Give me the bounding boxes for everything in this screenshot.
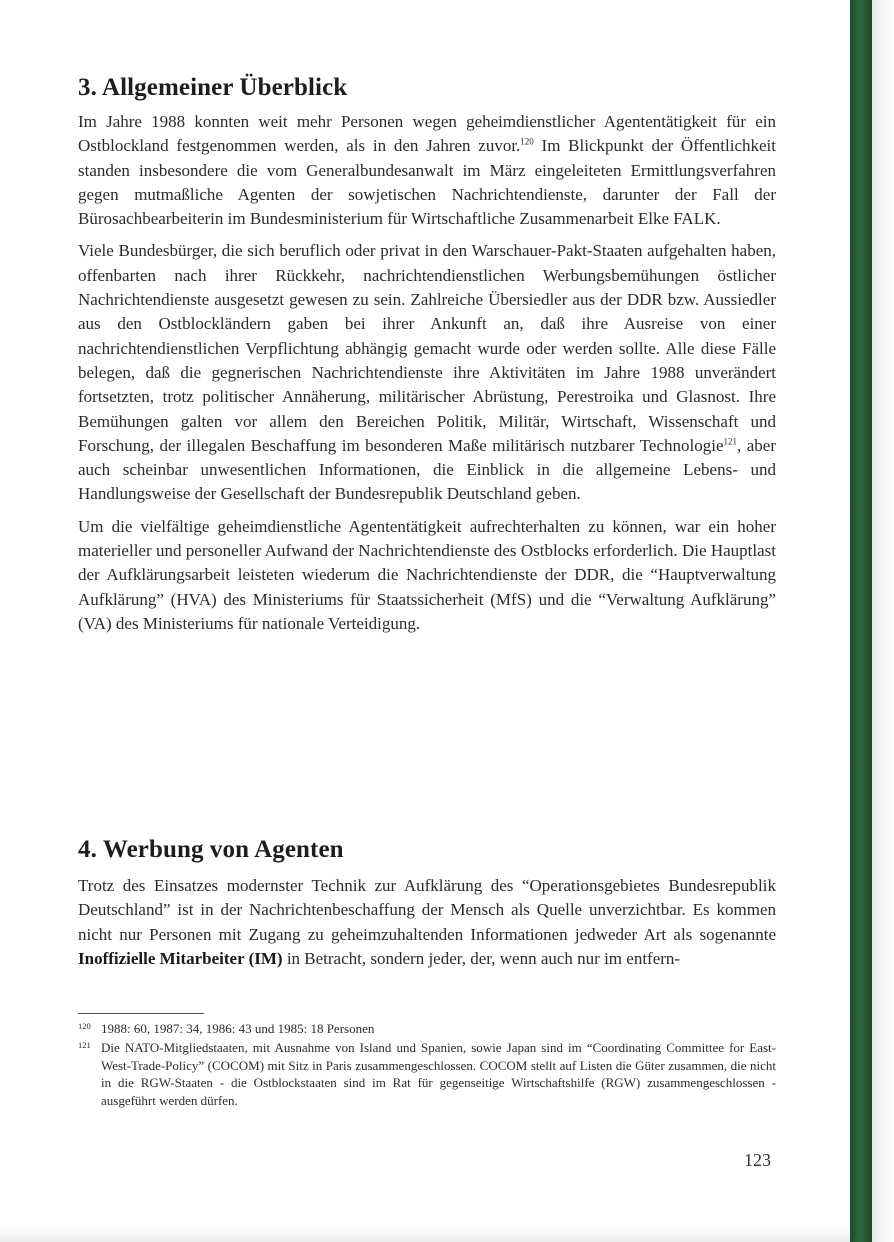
paragraph-text: Im Jahre 1988 konnten weit mehr Personen wegen geheimdienstlicher Agententätigkeit für ein Ostblockland festgenommen werden, als in den Jahren zuvor. (78, 112, 776, 156)
paragraph-text: Trotz des Einsatzes modernster Technik zur Aufklärung des “Operationsgebietes Bundesrepublik Deutschland” ist in der Nachrichtenbeschaffung der Mensch als Quelle unverzichtbar. Es kommen nicht nur Personen mit Zugang zu geheimzuhaltenden Informationen jedweder Art als sogenannte (78, 876, 776, 944)
paragraph (78, 110, 776, 231)
footnotes (78, 1020, 776, 1111)
section-3 (78, 74, 776, 644)
paragraph-text: , aber auch scheinbar unwesentlichen Informationen, die Einblick in die allgemeine Lebens- und Handlungsweise der Gesellschaft der Bundesrepublik Deutschland geben. (78, 435, 776, 504)
paragraph (78, 874, 776, 971)
footnote (78, 1020, 776, 1037)
footnote-divider (78, 1013, 204, 1014)
footnote (78, 1039, 776, 1109)
page-number: 123 (744, 1150, 771, 1170)
footnote-ref: 121 (723, 436, 738, 447)
book-edge-stripe (850, 0, 872, 1242)
page-bottom-shadow (0, 1226, 850, 1242)
section-heading: 3. Allgemeiner Überblick (78, 74, 348, 101)
footnote-text: 1988: 60, 1987: 34, 1986: 43 und 1985: 18 Personen (101, 1021, 375, 1036)
bold-term: Inoffizielle Mitarbeiter (IM) (78, 948, 283, 968)
footnote-number: 120 (78, 1021, 91, 1031)
paragraph-text: Im Blickpunkt der Öffentlichkeit standen insbesondere die vom Generalbundesanwalt im März eingeleiteten Ermittlungsverfahren gegen mutmaßliche Agenten der sowjetischen Nachrichtendienste, darunter der Fall der Bürosachbearbeiterin im Bundesministerium für Wirtschaftliche Zusammenarbeit Elke FALK. (78, 136, 776, 229)
paragraph-text: Viele Bundesbürger, die sich beruflich oder privat in den Warschauer-Pakt-Staaten aufgehalten haben, offenbarten nach ihrer Rückkehr, nachrichtendienstlichen Werbungsbemühungen östlicher Nachrichtendienste ausgesetzt gewesen zu sein. Zahlreiche Übersiedler aus der DDR bzw. Aussiedler aus den Ostblockländern gaben bei ihrer Ankunft an, daß ihre Ausreise von einer nachrichtendienstlichen Verpflichtung abhängig gemacht wurde oder werden sollte. Alle diese Fälle belegen, daß die gegnerischen Nachrichtendienste ihre Aktivitäten im Jahre 1988 unverändert fortsetzten, trotz politischer Annäherung, militärischer Abrüstung, Perestroika und Glasnost. Ihre Bemühungen galten vor allem den Bereichen Politik, Militär, Wirtschaft, Wissenschaft und Forschung, der illegalen Beschaffung im besonderen Maße militärisch nutzbarer Technologie (78, 241, 776, 455)
section-heading: 4. Werbung von Agenten (78, 836, 344, 863)
footnote-text: Die NATO-Mitgliedstaaten, mit Ausnahme von Island und Spanien, sowie Japan sind im “Coordinating Committee for East-West-Trade-Policy” (COCOM) mit Sitz in Paris zusammengeschlossen. COCOM stellt auf Listen die Güter zusammen, die nicht in die RGW-Staaten - die Ostblockstaaten sind im Rat für gegenseitige Wirtschaftshilfe (RGW) zusammengeschlossen - ausgeführt werden dürfen. (101, 1040, 776, 1108)
section-4 (78, 836, 776, 979)
paragraph-text: in Betracht, sondern jeder, der, wenn auch nur im entfern- (282, 948, 681, 968)
footnote-number: 121 (78, 1040, 91, 1051)
page-edge-shadow (872, 0, 894, 1242)
footnote-ref: 120 (520, 136, 534, 147)
paragraph: Um die vielfältige geheimdienstliche Agententätigkeit aufrechterhalten zu können, war ein hoher materieller und personeller Aufwand der Nachrichtendienste des Ostblocks erforderlich. Die Hauptlast der Aufklärungsarbeit leisteten wiederum die Nachrichtendienste der DDR, die “Hauptverwaltung Aufklärung” (HVA) des Ministeriums für Staatssicherheit (MfS) und die “Verwaltung Aufklärung” (VA) des Ministeriums für nationale Verteidigung. (78, 516, 776, 633)
paragraph (78, 239, 776, 506)
